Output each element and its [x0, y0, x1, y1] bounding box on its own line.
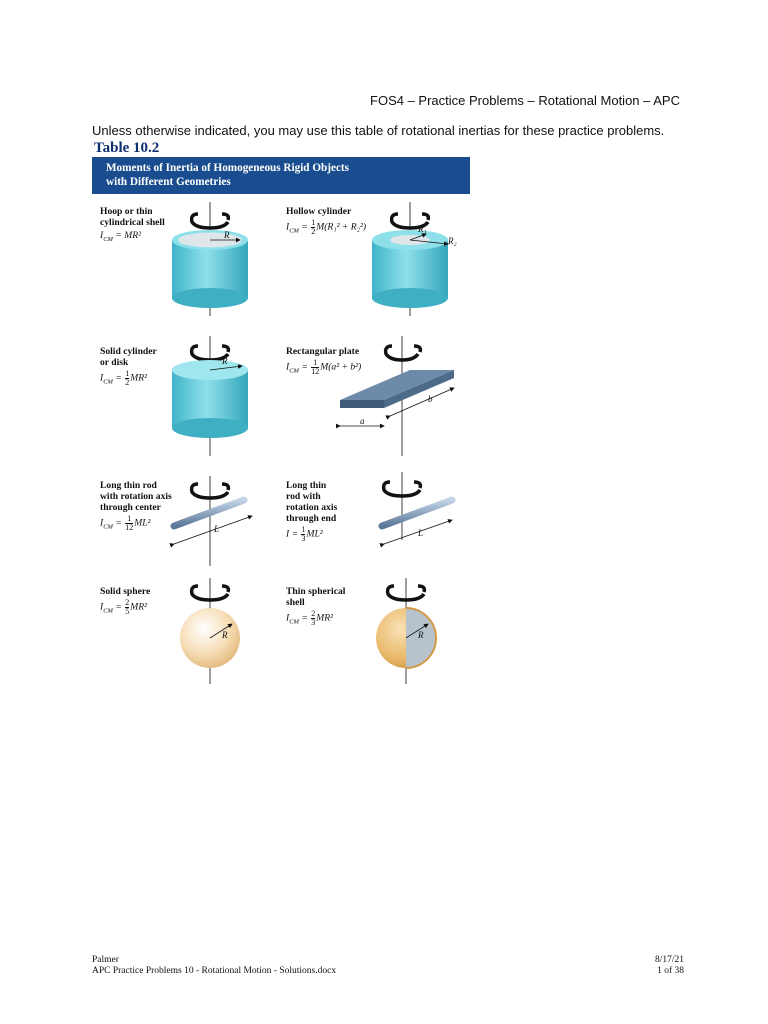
item-name: Hoop or thin: [100, 206, 153, 217]
item-name: or disk: [100, 357, 129, 368]
item-name: Thin spherical: [286, 586, 346, 597]
solid-cylinder-illustration: [172, 336, 248, 456]
banner-line-1: Moments of Inertia of Homogeneous Rigid Objects: [106, 162, 349, 174]
axis-label-r: R: [418, 630, 424, 640]
item-label-solid-sphere: [100, 586, 150, 617]
item-name: Long thin rod: [100, 480, 157, 491]
item-label-rod-end: [286, 480, 337, 543]
item-name: Long thin: [286, 480, 327, 491]
item-label-rectangular-plate: [286, 346, 361, 377]
axis-label-b: b: [428, 394, 433, 404]
axis-label-r2: R₂: [448, 236, 457, 246]
item-name: cylindrical shell: [100, 217, 165, 228]
item-name: rod with: [286, 491, 321, 502]
item-formula: $I_{CM}$ = $\frac{2}{3}$ MR²: [286, 609, 333, 627]
axis-label-r: R: [222, 356, 228, 366]
table-title: Table 10.2: [94, 140, 160, 156]
footer-author: Palmer: [92, 955, 119, 965]
rod-end-illustration: [382, 472, 452, 544]
table-banner: [92, 157, 470, 194]
item-formula: $I_{CM}$ = $\frac{1}{2}$ M(R₁² + R₂²): [286, 218, 367, 236]
footer-left: [92, 955, 336, 977]
item-name: rotation axis: [286, 502, 338, 513]
item-formula: $I_{CM}$ = $\frac{1}{2}$ MR²: [100, 369, 147, 387]
banner-line-2: with Different Geometries: [106, 176, 231, 188]
item-name: Hollow cylinder: [286, 206, 352, 217]
item-formula: $I_{CM} = MR^2$: [100, 230, 141, 243]
document-header: FOS4 – Practice Problems – Rotational Motion – APC: [370, 93, 680, 108]
item-formula: $I_{CM}$ = $\frac{1}{12}$ M(a² + b²): [286, 358, 362, 376]
item-label-rod-center: [100, 480, 172, 533]
axis-label-r: R: [222, 630, 228, 640]
item-name: shell: [286, 597, 305, 608]
inertia-figure: [92, 194, 482, 694]
hollow-cylinder-illustration: [372, 202, 448, 316]
item-name: with rotation axis: [100, 491, 172, 502]
rod-center-illustration: [174, 476, 252, 566]
item-formula: $I_{CM}$ = $\frac{2}{5}$ MR²: [100, 598, 147, 616]
intro-text: Unless otherwise indicated, you may use this table of rotational inertias for these practice problems.: [92, 123, 665, 138]
axis-label-l: L: [418, 528, 424, 538]
item-label-spherical-shell: [286, 586, 345, 628]
item-label-hoop: [100, 206, 165, 245]
item-name: through center: [100, 502, 161, 513]
item-name: Solid cylinder: [100, 346, 157, 357]
axis-label-r1: R₁: [418, 224, 427, 234]
item-label-solid-cylinder: [100, 346, 157, 388]
spherical-shell-illustration: [376, 578, 436, 684]
item-name: through end: [286, 513, 337, 524]
item-name: Rectangular plate: [286, 346, 360, 357]
item-formula: $I_{CM}$ = $\frac{1}{12}$ ML²: [100, 514, 151, 532]
footer-filename: APC Practice Problems 10 - Rotational Motion - Solutions.docx: [92, 966, 337, 976]
hoop-illustration: [172, 202, 248, 316]
footer-date: 8/17/21: [654, 955, 684, 965]
axis-label-a: a: [360, 416, 365, 426]
item-formula: I = $\frac{1}{3}$ ML²: [286, 525, 323, 543]
item-name: Solid sphere: [100, 586, 151, 597]
solid-sphere-illustration: [180, 578, 240, 684]
axis-label-r: R: [224, 230, 230, 240]
axis-label-l: L: [214, 524, 220, 534]
item-label-hollow-cylinder: [286, 206, 366, 237]
footer-page: 1 of 38: [657, 966, 684, 976]
footer-right: [655, 955, 684, 977]
